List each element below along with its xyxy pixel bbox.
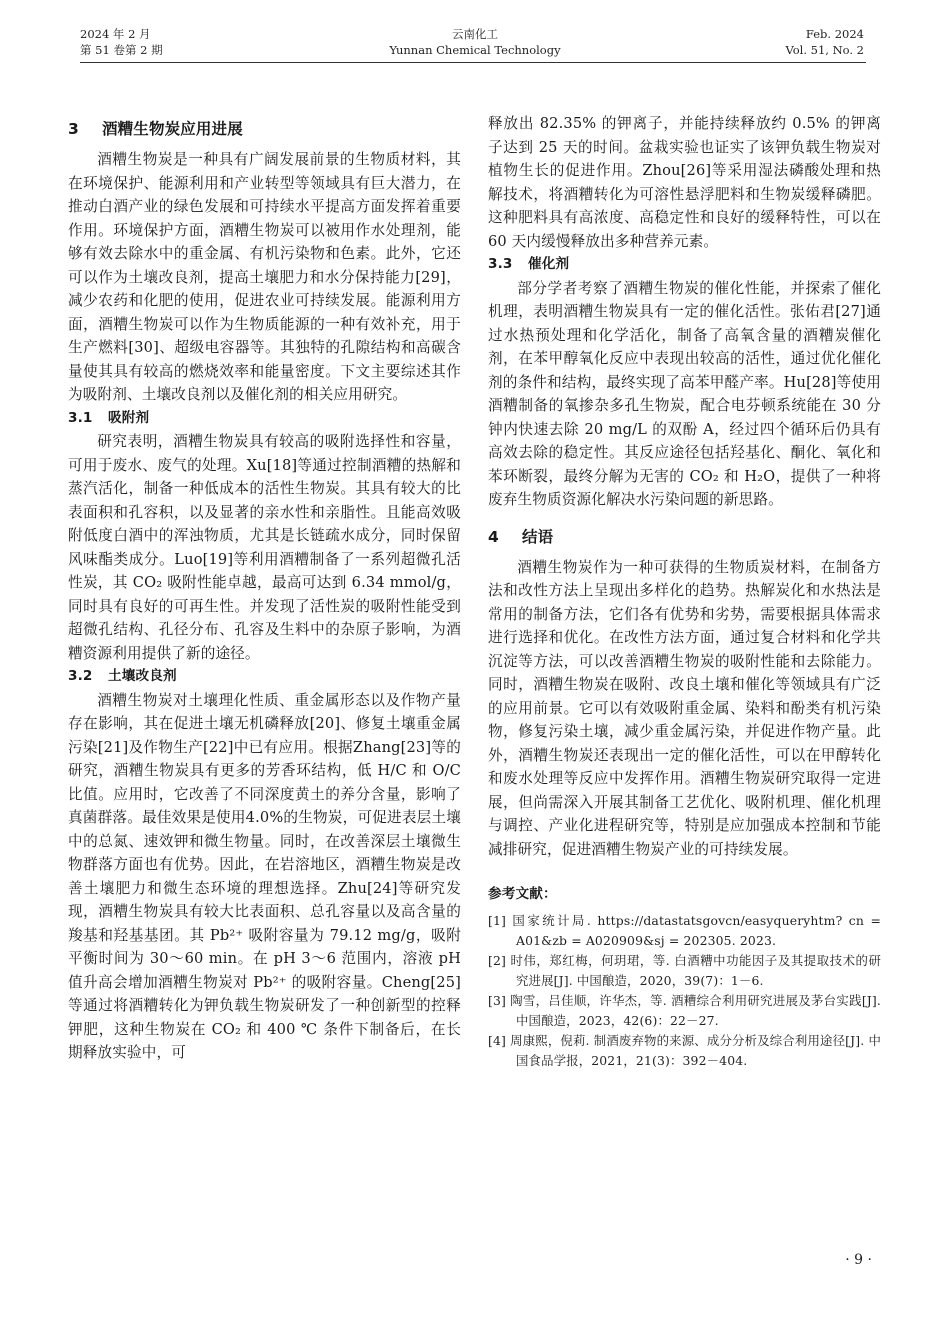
header-date-cn: 2024 年 2 月 xyxy=(80,27,151,41)
section-3-3-heading xyxy=(488,253,881,277)
section-3-1-heading xyxy=(68,407,461,431)
header-volume-cn: 第 51 卷第 2 期 xyxy=(80,43,163,57)
section-title: 酒糟生物炭应用进展 xyxy=(102,120,243,138)
subsection-number: 3.2 xyxy=(68,668,93,684)
subsection-title: 土壤改良剂 xyxy=(108,668,177,684)
reference-item: [1] 国家统计局. https://datastatsgovcn/easyqueryhtm? cn = A01&zb = A020909&sj = 202305. 2023. xyxy=(488,912,881,948)
section-title: 结语 xyxy=(522,527,554,546)
subsection-title: 吸附剂 xyxy=(108,409,150,426)
section-3-2-heading xyxy=(68,665,461,689)
header-rule xyxy=(80,62,866,63)
section-3-3-paragraph: 部分学者考察了酒糟生物炭的催化性能，并探索了催化机理，表明酒糟生物炭具有一定的催化活性。张佑君[27]通过水热预处理和化学活化，制备了高氧含量的酒糟炭催化剂，在苯甲醇氧化反应中表现出较高的活性，通过优化催化剂的条件和结构，最终实现了高苯甲醛产率。Hu[28]等使用酒糟制备的氧掺杂多孔生物炭，配合电芬顿系统能在 30 分钟内快速去除 20 mg/L 的双酚 A，经过四个循环后仍具有高效去除的稳定性。其反应途径包括羟基化、酮化、氧化和苯环断裂，最终分解为无害的 CO₂ 和 H₂O，提供了一种将废弃生物质资源化解决水污染问题的新思路。 xyxy=(488,279,881,508)
section-3-2-continued: 释放出 82.35% 的钾离子，并能持续释放约 0.5% 的钾离子达到 25 天的时间。盆栽实验也证实了该钾负载生物炭对植物生长的促进作用。Zhou[26]等采用湿法磷酸处理和热解技术，将酒糟转化为可溶性悬浮肥料和生物炭缓释磷肥。这种肥料具有高浓度、高稳定性和良好的缓释特性，可以在 60 天内缓慢释放出多种营养元素。 xyxy=(488,115,881,250)
reference-item: [3] 陶雪，吕佳顺，许华杰，等. 酒糟综合利用研究进展及茅台实践[J]. 中国酿造，2023，42(6)：22－27. xyxy=(488,992,881,1028)
reference-item: [4] 周康熙，倪莉. 制酒废弃物的来源、成分分析及综合利用途径[J]. 中国食品学报，2021，21(3)：392－404. xyxy=(488,1032,881,1068)
subsection-number: 3.3 xyxy=(488,256,513,272)
left-column xyxy=(68,116,461,1065)
section-3-paragraph: 酒糟生物炭是一种具有广阔发展前景的生物质材料，其在环境保护、能源利用和产业转型等领域具有巨大潜力，在推动白酒产业的绿色发展和可持续水平提高方面发挥着重要作用。环境保护方面，酒糟生物炭可以被用作水处理剂，能够有效去除水中的重金属、有机污染物和色素。此外，它还可以作为土壤改良剂，提高土壤肥力和水分保持能力[29]，减少农药和化肥的使用，促进农业可持续发展。能源利用方面，酒糟生物炭可以作为生物质能源的一种有效补充，用于生产燃料[30]、超级电容器等。其独特的孔隙结构和高碳含量使其具有较高的燃烧效率和能量密度。下文主要综述其作为吸附剂、土壤改良剂以及催化剂的相关应用研究。 xyxy=(68,151,461,403)
header-volume-en: Vol. 51, No. 2 xyxy=(785,43,864,57)
journal-name-en: Yunnan Chemical Technology xyxy=(389,43,561,57)
section-3-1-paragraph: 研究表明，酒糟生物炭具有较高的吸附选择性和容量，可用于废水、废气的处理。Xu[18]等通过控制酒糟的热解和蒸汽活化，制备一种低成本的活性生物炭。其具有较大的比表面积和孔容积，以及显著的亲水性和亲脂性。且能高效吸附低度白酒中的浑浊物质，尤其是长链疏水成分，同时保留风味酯类成分。Luo[19]等利用酒糟制备了一系列超微孔活性炭，其 CO₂ 吸附性能卓越，最高可达到 6.34 mmol/g，同时具有良好的可再生性。并发现了活性炭的吸附性能受到超微孔结构、孔径分布、孔容及生料中的杂原子影响，为酒糟资源利用提供了新的途径。 xyxy=(68,433,461,662)
section-number: 4 xyxy=(488,527,499,546)
subsection-title: 催化剂 xyxy=(528,256,570,272)
reference-item: [2] 时伟，郑红梅，何玥珺，等. 白酒糟中功能因子及其提取技术的研究进展[J]. 中国酿造，2020，39(7)：1－6. xyxy=(488,952,881,988)
section-number: 3 xyxy=(68,120,79,138)
section-4-heading xyxy=(488,524,881,550)
section-3-heading xyxy=(68,116,461,142)
page-number: · 9 · xyxy=(845,1252,872,1268)
section-4-paragraph: 酒糟生物炭作为一种可获得的生物质炭材料，在制备方法和改性方法上呈现出多样化的趋势。热解炭化和水热法是常用的制备方法，它们各有优势和劣势，需要根据具体需求进行选择和优化。在改性方法方面，通过复合材料和化学共沉淀等方法，可以改善酒糟生物炭的吸附性能和去除能力。同时，酒糟生物炭在吸附、改良土壤和催化等领域具有广泛的应用前景。它可以有效吸附重金属、染料和酚类有机污染物，修复污染土壤，减少重金属污染，并促进作物产量。此外，酒糟生物炭还表现出一定的催化活性，可以在甲醇转化和废水处理等反应中发挥作用。酒糟生物炭研究取得一定进展，但尚需深入开展其制备工艺优化、吸附机理、催化机理与调控、产业化进程研究等，特别是应加强成本控制和节能减排研究，促进酒糟生物炭产业的可持续发展。 xyxy=(488,558,881,858)
right-column xyxy=(488,112,881,1071)
subsection-number: 3.1 xyxy=(68,409,93,426)
journal-name-cn: 云南化工 xyxy=(452,27,498,41)
references-list xyxy=(488,911,881,1071)
section-3-2-paragraph: 酒糟生物炭对土壤理化性质、重金属形态以及作物产量存在影响，其在促进土壤无机磷释放[20]、修复土壤重金属污染[21]及作物生产[22]中已有应用。根据Zhang[23]等的研究，酒糟生物炭具有更多的芳香环结构，低 H/C 和 O/C 比值。应用时，它改善了不同深度黄土的养分含量，影响了真菌群落。最佳效果是使用4.0%的生物炭，可促进表层土壤中的总氮、速效钾和微生物量。同时，在改善深层土壤微生物群落方面也有优势。因此，在岩溶地区，酒糟生物炭是改善土壤肥力和微生态环境的理想选择。Zhu[24]等研究发现，酒糟生物炭具有较大比表面积、总孔容量以及高含量的羧基和羟基基团。其 Pb²⁺ 吸附容量为 79.12 mg/g，吸附平衡时间为 30～60 min。在 pH 3～6 范围内，溶液 pH 值升高会增加酒糟生物炭对 Pb²⁺ 的吸附容量。Cheng[25]等通过将酒糟转化为钾负载生物炭研发了一种创新型的控释钾肥，这种生物炭在 CO₂ 和 400 ℃ 条件下制备后，在长期释放实验中，可 xyxy=(68,691,461,1061)
header-date-en: Feb. 2024 xyxy=(805,27,864,41)
references-heading: 参考文献： xyxy=(488,886,557,902)
header-right xyxy=(785,26,864,58)
